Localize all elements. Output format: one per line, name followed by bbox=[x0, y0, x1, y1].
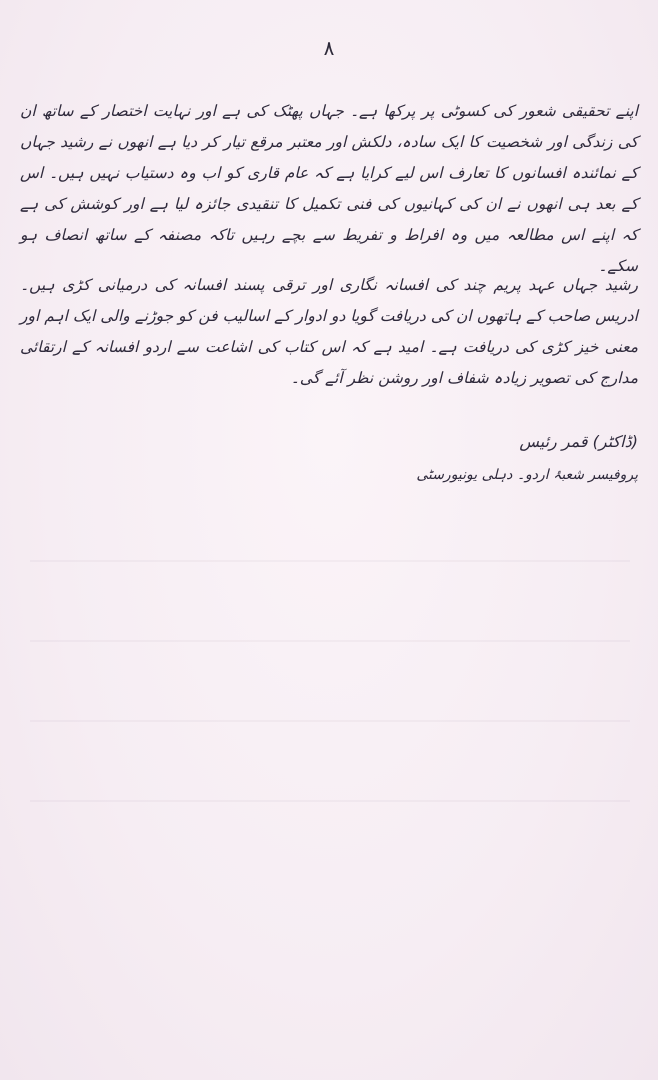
signature-block bbox=[416, 427, 638, 489]
bleed-through-line bbox=[30, 800, 630, 802]
bleed-through-line bbox=[30, 640, 630, 642]
page-number: ۸ bbox=[323, 36, 335, 60]
paragraph-2: رشید جہاں عہد پریم چند کی افسانہ نگاری اور ترقی پسند افسانہ کی درمیانی کڑی ہیں۔ ادریس صاحب کے ہاتھوں ان کی دریافت گویا دو ادوار کے اسالیب فن کو جوڑنے والی ایک اہم اور معنی خیز کڑی کی دریافت ہے۔ امید ہے کہ اس کتاب کی اشاعت سے اردو افسانہ کے ارتقائی مدارج کی تصویر زیادہ شفاف اور روشن نظر آئے گی۔ bbox=[20, 276, 638, 387]
bleed-through-line bbox=[30, 720, 630, 722]
signature-name: (ڈاکٹر) قمر رئیس bbox=[519, 432, 638, 451]
paragraph-1: اپنے تحقیقی شعور کی کسوٹی پر پرکھا ہے۔ جہاں پھٹک کی ہے اور نہایت اختصار کے ساتھ ان کی زندگی اور شخصیت کا ایک سادہ، دلکش اور معتبر مرقع تیار کر دیا ہے انھوں نے رشید جہاں کے نمائندہ افسانوں کا تعارف اس لیے کرایا ہے کہ عام قاری کو اب وہ دستیاب نہیں ہیں۔ اس کے بعد ہی انھوں نے ان کی کہانیوں کی فنی تکمیل کا تنقیدی جائزہ لیا ہے اور کوشش کی ہے کہ اپنے اس مطالعہ میں وہ افراط و تفریط سے بچے رہیں تاکہ مصنفہ کے ساتھ انصاف ہو سکے۔ bbox=[20, 102, 638, 275]
signature-title: پروفیسر شعبۂ اردو۔ دہلی یونیورسٹی bbox=[416, 467, 638, 483]
bleed-through-line bbox=[30, 560, 630, 562]
